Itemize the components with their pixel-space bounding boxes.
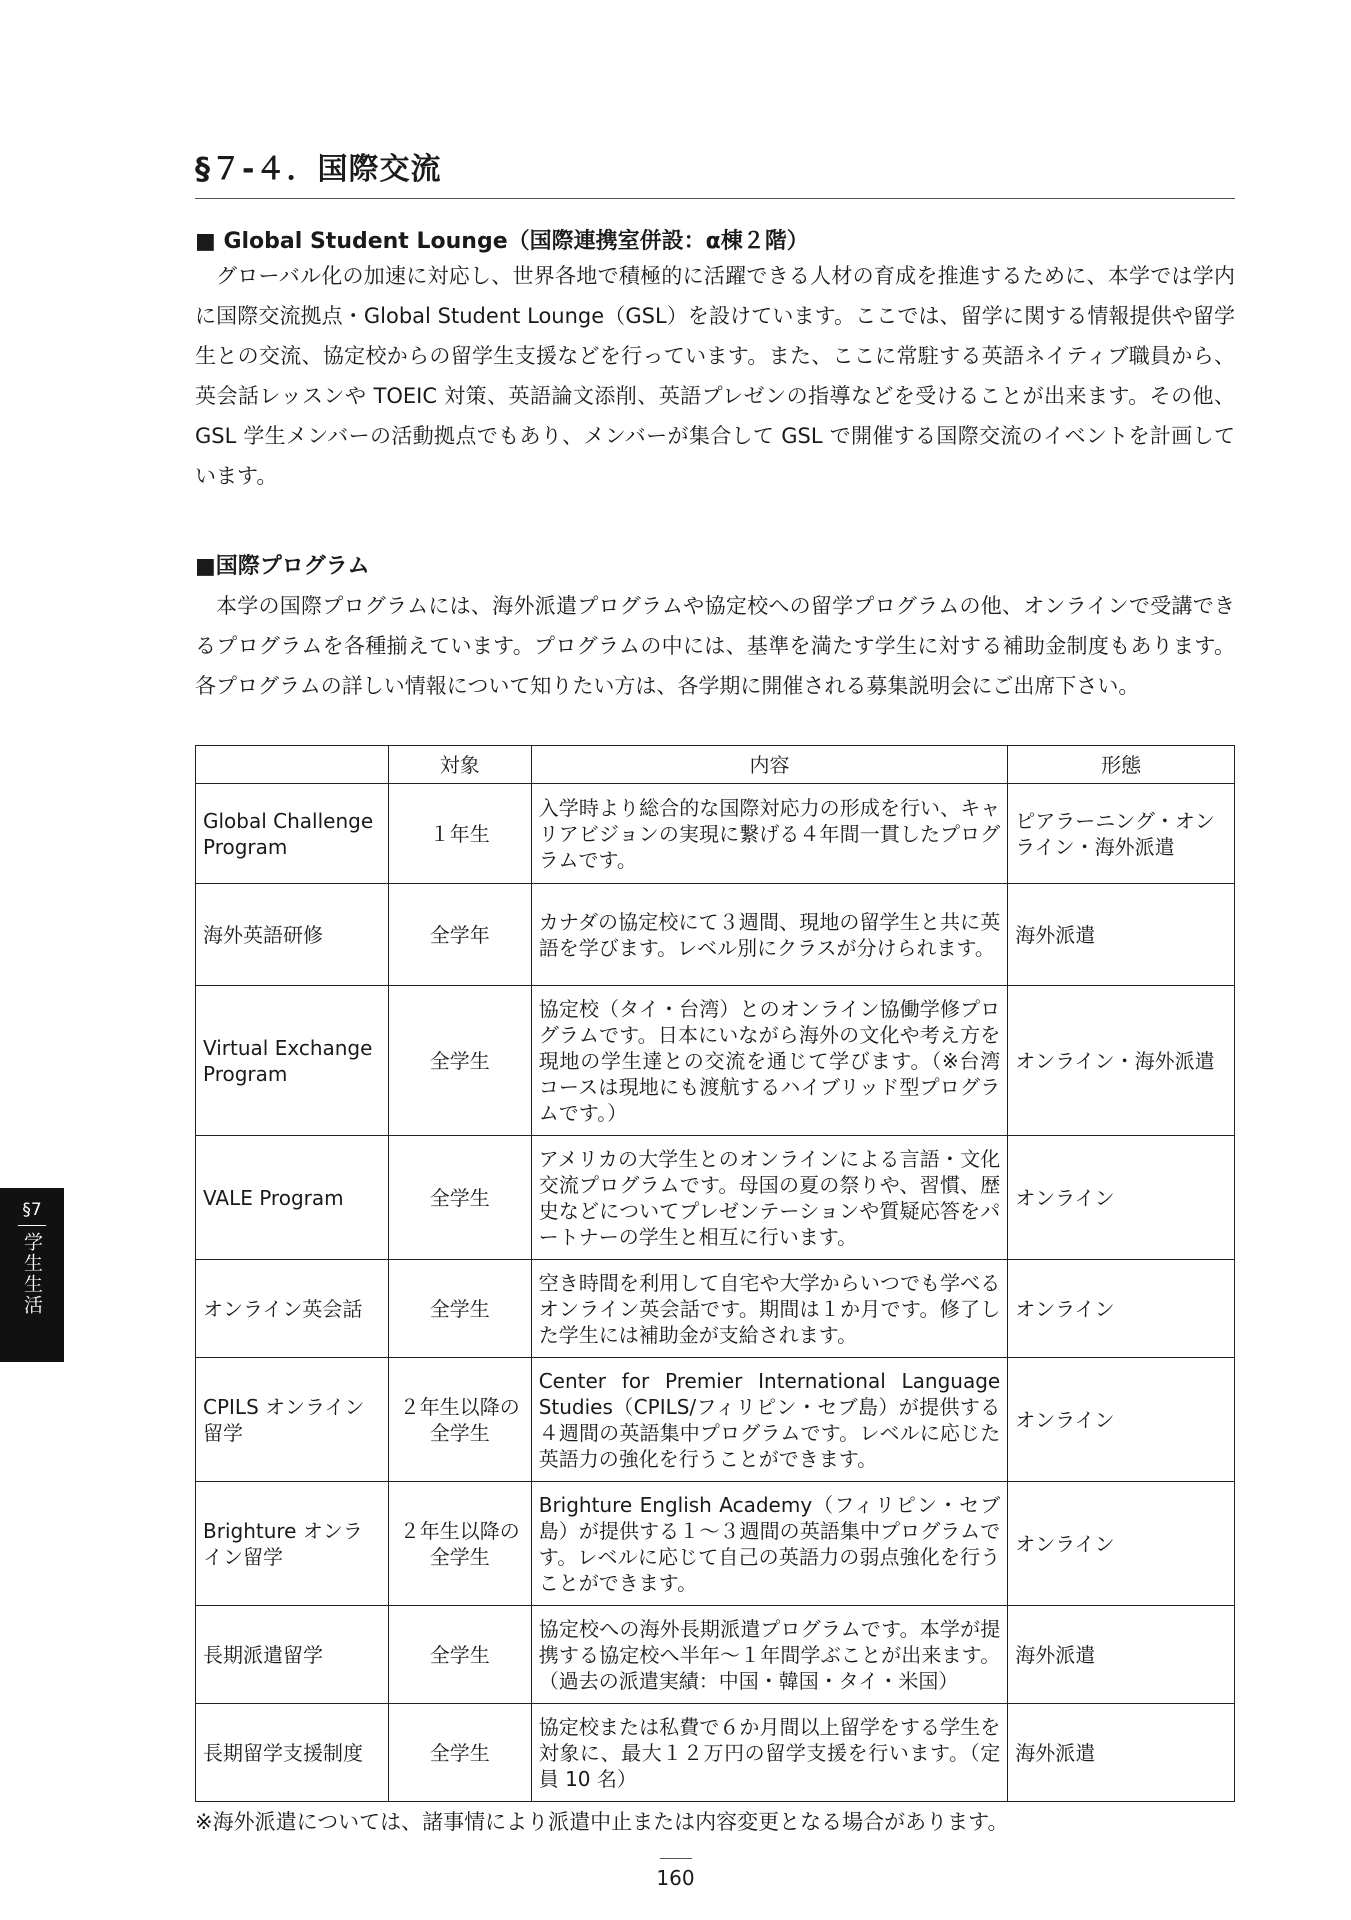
table-row: [196, 1260, 1235, 1358]
program-target: 全学生: [388, 1606, 531, 1704]
table-row: [196, 986, 1235, 1136]
programs-heading: ■国際プログラム: [195, 554, 370, 579]
table-row: [196, 884, 1235, 986]
program-target: 全学生: [388, 1704, 531, 1802]
program-form: 海外派遣: [1008, 1606, 1235, 1704]
side-tab-section: §7: [22, 1200, 42, 1220]
program-content: 入学時より総合的な国際対応力の形成を行い、キャリアビジョンの実現に繋げる４年間一貫したプログラムです。: [531, 784, 1008, 884]
program-target: １年生: [388, 784, 531, 884]
footnote: ※海外派遣については、諸事情により派遣中止または内容変更となる場合があります。: [195, 1810, 1009, 1834]
program-target: 全学生: [388, 1260, 531, 1358]
program-target: ２年生以降の全学生: [388, 1482, 531, 1606]
header-cell-form: 形態: [1008, 746, 1235, 784]
program-name: CPILS オンライン留学: [196, 1358, 389, 1482]
page-number-rule: [660, 1858, 692, 1859]
table-row: [196, 1482, 1235, 1606]
page-number: 160: [656, 1866, 695, 1890]
programs-paragraph: 本学の国際プログラムには、海外派遣プログラムや協定校への留学プログラムの他、オンラインで受講できるプログラムを各種揃えています。プログラムの中には、基準を満たす学生に対する補助金制度もあります。各プログラムの詳しい情報について知りたい方は、各学期に開催される募集説明会にご出席下さい。: [195, 594, 1235, 698]
program-form: 海外派遣: [1008, 884, 1235, 986]
program-form: オンライン: [1008, 1260, 1235, 1358]
program-target: ２年生以降の全学生: [388, 1358, 531, 1482]
header-cell-name: [196, 746, 389, 784]
table-row: [196, 784, 1235, 884]
programs-table: [195, 745, 1235, 1802]
gsl-heading: ■ Global Student Lounge（国際連携室併設：α棟２階）: [195, 229, 809, 254]
program-form: オンライン: [1008, 1482, 1235, 1606]
program-name: VALE Program: [196, 1136, 389, 1260]
program-name: Brighture オンライン留学: [196, 1482, 389, 1606]
page-title: §７-４．国際交流: [195, 144, 1235, 199]
table-row: [196, 1358, 1235, 1482]
header-cell-target: 対象: [388, 746, 531, 784]
program-content: カナダの協定校にて３週間、現地の留学生と共に英語を学びます。レベル別にクラスが分けられます。: [531, 884, 1008, 986]
program-form: オンライン: [1008, 1358, 1235, 1482]
table-row: [196, 1136, 1235, 1260]
gsl-paragraph: グローバル化の加速に対応し、世界各地で積極的に活躍できる人材の育成を推進するために、本学では学内に国際交流拠点・Global Student Lounge（GSL）を設けています。ここでは、留学に関する情報提供や留学生との交流、協定校からの留学生支援などを行っています。また、ここに常駐する英語ネイティブ職員から、英会話レッスンや TOEIC 対策、英語論文添削、英語プレゼンの指導などを受けることが出来ます。その他、GSL 学生メンバーの活動拠点でもあり、メンバーが集合して GSL で開催する国際交流のイベントを計画しています。: [195, 264, 1235, 488]
program-form: オンライン: [1008, 1136, 1235, 1260]
program-target: 全学生: [388, 1136, 531, 1260]
program-name: Global Challenge Program: [196, 784, 389, 884]
header-cell-content: 内容: [531, 746, 1008, 784]
program-form: ピアラーニング・オンライン・海外派遣: [1008, 784, 1235, 884]
program-content: Brighture English Academy（フィリピン・セブ島）が提供する１～３週間の英語集中プログラムです。レベルに応じて自己の英語力の弱点強化を行うことができます。: [531, 1482, 1008, 1606]
table-row: [196, 1704, 1235, 1802]
program-form: 海外派遣: [1008, 1704, 1235, 1802]
program-name: オンライン英会話: [196, 1260, 389, 1358]
program-target: 全学年: [388, 884, 531, 986]
program-target: 全学生: [388, 986, 531, 1136]
program-content: 空き時間を利用して自宅や大学からいつでも学べるオンライン英会話です。期間は１か月です。修了した学生には補助金が支給されます。: [531, 1260, 1008, 1358]
program-content: 協定校（タイ・台湾）とのオンライン協働学修プログラムです。日本にいながら海外の文化や考え方を現地の学生達との交流を通じて学びます。（※台湾コースは現地にも渡航するハイブリッド型プログラムです。）: [531, 986, 1008, 1136]
program-content: アメリカの大学生とのオンラインによる言語・文化交流プログラムです。母国の夏の祭りや、習慣、歴史などについてプレゼンテーションや質疑応答をパートナーの学生と相互に行います。: [531, 1136, 1008, 1260]
table-header-row: [196, 746, 1235, 784]
program-content: Center for Premier International Language Studies（CPILS/フィリピン・セブ島）が提供する４週間の英語集中プログラムです。レベルに応じた英語力の強化を行うことができます。: [531, 1358, 1008, 1482]
program-name: Virtual Exchange Program: [196, 986, 389, 1136]
program-content: 協定校または私費で６か月間以上留学をする学生を対象に、最大１２万円の留学支援を行います。（定員 10 名）: [531, 1704, 1008, 1802]
chapter-side-tab: [0, 1188, 64, 1362]
program-name: 海外英語研修: [196, 884, 389, 986]
side-tab-label: 学生生活: [21, 1232, 43, 1316]
program-form: オンライン・海外派遣: [1008, 986, 1235, 1136]
side-tab-divider: [18, 1225, 46, 1226]
program-name: 長期留学支援制度: [196, 1704, 389, 1802]
program-name: 長期派遣留学: [196, 1606, 389, 1704]
table-row: [196, 1606, 1235, 1704]
program-content: 協定校への海外長期派遣プログラムです。本学が提携する協定校へ半年～１年間学ぶことが出来ます。（過去の派遣実績：中国・韓国・タイ・米国）: [531, 1606, 1008, 1704]
